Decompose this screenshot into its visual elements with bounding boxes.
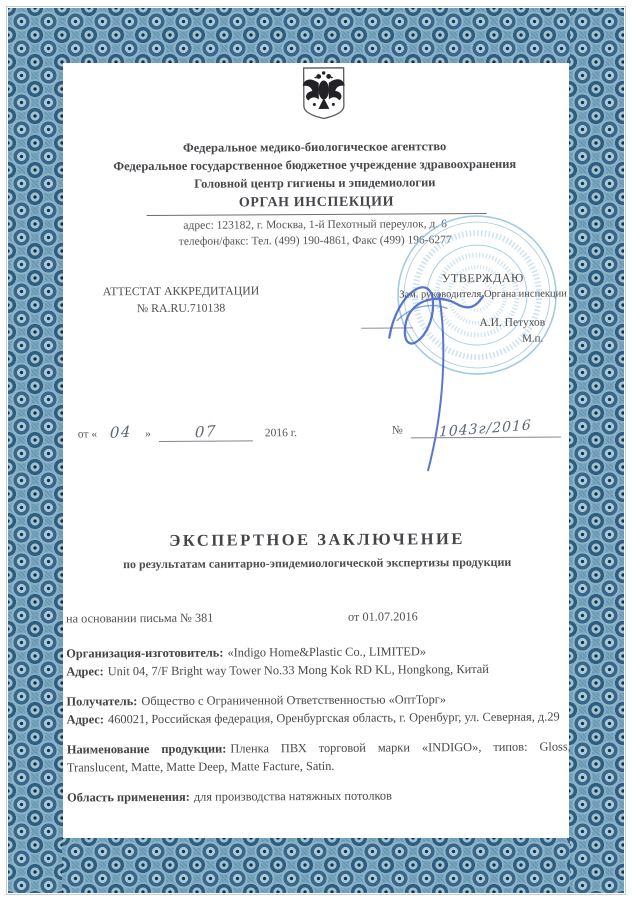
body-text: [66, 642, 571, 820]
approval-signatory-name: А.И. Петухов: [479, 316, 546, 330]
product-paragraph: [67, 738, 571, 776]
accreditation-number: № RA.RU.710138: [136, 300, 226, 316]
date-prefix: от «: [77, 428, 98, 441]
recipient-value: Общество с Ограниченной Ответственностью «ОптТорг»: [141, 692, 447, 709]
document-title: ЭКСПЕРТНОЕ ЗАКЛЮЧЕНИЕ: [169, 529, 465, 550]
product-value: Пленка ПВХ торговой марки «INDIGO», типов: Gloss, Translucent, Matte, Matte Deep, Matte Facture, Satin.: [66, 739, 571, 775]
product-label: Наименование продукции:: [66, 741, 227, 757]
application-label: Область применения:: [67, 789, 190, 805]
handwritten-day: 04: [109, 422, 133, 443]
accreditation-block: [91, 282, 271, 317]
inspection-address: адрес: 123182, г. Москва, 1-й Пехотный переулок, д. 6: [183, 218, 447, 232]
guilloche-band-top: [62, 8, 570, 63]
agency-line-2: Федеральное государственное бюджетное учреждение здравоохранения: [113, 156, 517, 174]
date-close-quote: »: [145, 428, 151, 441]
recipient-address-label: Адрес:: [66, 711, 105, 727]
basis-text: на основании письма № 381: [65, 610, 214, 626]
basis-line: [66, 608, 569, 626]
recipient-label: Получатель:: [66, 694, 138, 709]
guilloche-band-left: [8, 8, 63, 893]
basis-date: от 01.07.2016: [347, 609, 418, 624]
agency-header: [60, 136, 569, 193]
manufacturer-address-label: Адрес:: [66, 663, 104, 679]
coat-of-arms-icon: [300, 66, 348, 122]
application-paragraph: [67, 786, 571, 807]
number-label: №: [391, 424, 403, 437]
manufacturer-paragraph: [66, 642, 570, 680]
document-content: [60, 60, 574, 849]
manufacturer-address-value: Unit 04, 7/F Bright way Tower No.33 Mong Kok RD KL, Hongkong, Китай: [107, 661, 489, 678]
manufacturer-value: «Indigo Home&Plastic Co., LIMITED»: [227, 644, 427, 660]
recipient-paragraph: [66, 690, 570, 728]
approval-role: Зам. руководителя Органа инспекции: [399, 288, 567, 301]
approval-title: УТВЕРЖДАЮ: [441, 270, 524, 286]
agency-line-1: Федеральное медико-биологическое агентство: [182, 139, 447, 155]
recipient-address-value: 460021, Российская федерация, Оренбургская область, г. Оренбург, ул. Северная, д.29: [107, 709, 560, 726]
guilloche-band-right: [569, 8, 624, 893]
inspection-body-title: ОРГАН ИНСПЕКЦИИ: [146, 194, 486, 216]
accreditation-title: АТТЕСТАТ АККРЕДИТАЦИИ: [102, 283, 260, 299]
document-number-line: [391, 417, 561, 441]
manufacturer-label: Организация-изготовитель:: [66, 645, 224, 661]
date-line: [78, 422, 297, 442]
agency-line-3: Головной центр гигиены и эпидемиологии: [194, 175, 436, 191]
date-year: 2016 г.: [264, 427, 298, 440]
handwritten-number: 1043г/2016: [439, 417, 533, 441]
handwritten-month: 07: [194, 421, 218, 442]
signature-scribble: [377, 242, 493, 478]
document-subtitle: по результатам санитарно-эпидемиологической экспертизы продукции: [123, 554, 512, 572]
application-value: для производства натяжных потолков: [193, 788, 392, 804]
approval-seal-mark: М.п.: [522, 332, 544, 345]
inspection-phone: телефон/факс: Тел. (499) 190-4861, Факс (499) 196-6277: [178, 234, 452, 248]
